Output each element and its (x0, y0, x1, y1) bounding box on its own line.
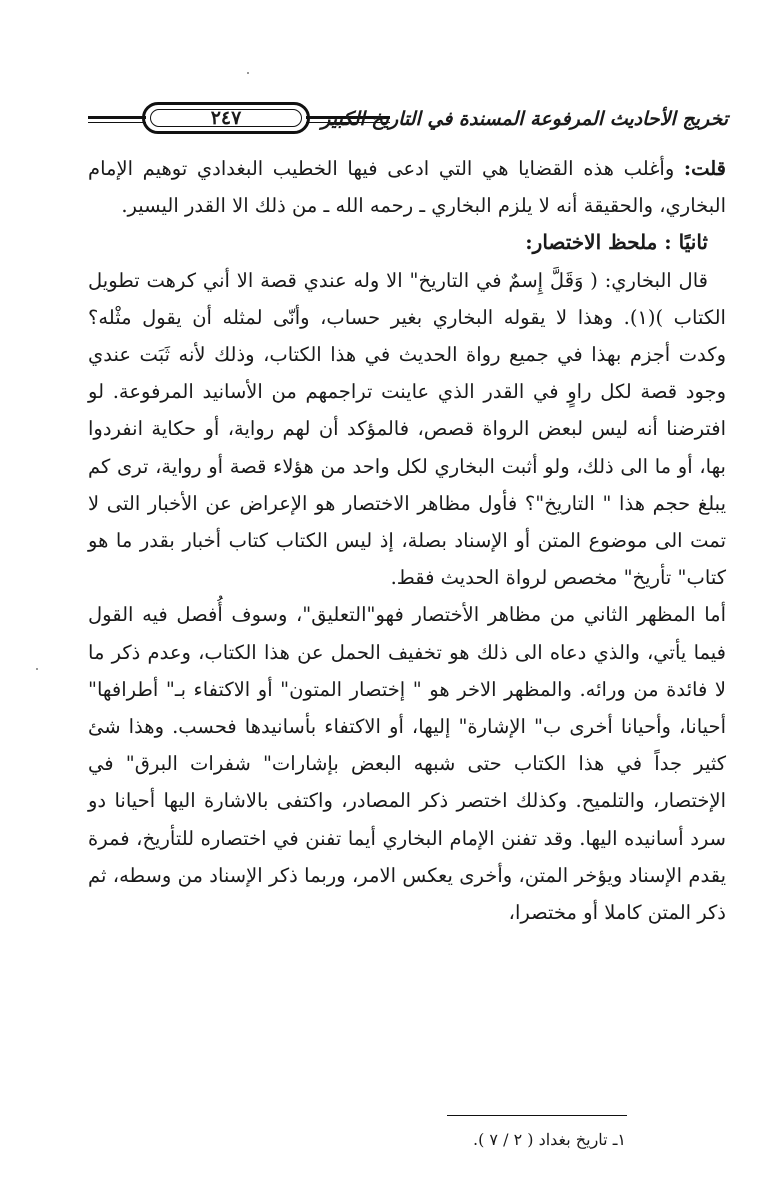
running-title: تخريج الأحاديث المرفوعة المسندة في التاريخ الكبير (321, 108, 728, 130)
body-text (88, 150, 726, 931)
section-heading: ثانيًا : ملحظ الاختصار: (525, 230, 708, 255)
paragraph-1-text: وأغلب هذه القضايا هي التي ادعى فيها الخطيب البغدادي توهيم الإمام البخاري، والحقيقة أنه لا يلزم البخاري ـ رحمه الله ـ من ذلك الا القدر اليسير. (88, 157, 726, 218)
page-number-frame (142, 102, 310, 134)
footnote-separator (447, 1115, 627, 1116)
paragraph-lead: قلت: (683, 157, 726, 180)
scan-speck (247, 72, 249, 74)
paragraph-3: أما المظهر الثاني من مظاهر الأختصار فهو"التعليق"، وسوف أُفصل فيه القول فيما يأتي، والذي دعاه الى ذلك هو تخفيف الحمل عن هذا الكتاب، وعدم ذكر ما لا فائدة من ورائه. والمظهر الاخر هو " إختصار المتون" أو الاكتفاء بـ" أطرافها" أحيانا، وأحيانا أخرى ب" الإشارة" إليها، أو الاكتفاء بأسانيدها فحسب. وهذا شئ كثير جداً في هذا الكتاب حتى شبهه البعض بإشارات" شفرات البرق" في الإختصار، والتلميح. وكذلك اختصر ذكر المصادر، واكتفى بالاشارة اليها أحيانا دو سرد أسانيده اليها. وقد تفنن الإمام البخاري أيما تفنن في اختصاره للتأريخ، فمرة يقدم الإسناد ويؤخر المتن، وأخرى يعكس الامر، وربما ذكر الإسناد من وسطه، ثم ذكر المتن كاملا أو مختصرا، (88, 603, 726, 925)
paragraph-1 (88, 150, 726, 224)
page-header (88, 100, 728, 144)
header-rule-left (88, 116, 146, 123)
scan-speck (36, 668, 38, 670)
paragraph-2: قال البخاري: ( وَقَلَّ إِسمٌ في التاريخ" الا وله عندي قصة الا أني كرهت تطويل الكتاب )(١). وهذا لا يقوله البخاري بغير حساب، وأنّى لمثله أن يقول مثْله؟ وكدت أجزم بهذا في جميع رواة الحديث في هذا الكتاب، وذلك لأنه ثَبَت عندي وجود قصة لكل راوٍ في القدر الذي عاينت تراجمهم من الأسانيد المرفوعة. لو افترضنا أنه ليس لبعض الرواة قصص، فالمؤكد أن لهم رواية، أو حكاية انفردوا بها، أو ما الى ذلك، ولو أثبت البخاري لكل واحد من هؤلاء قصة أو رواية، ترى كم يبلغ حجم هذا " التاريخ"؟ فأول مظاهر الاختصار هو الإعراض عن الأخبار التى لا تمت الى موضوع المتن أو الإسناد بصلة، إذ ليس الكتاب كتاب أخبار بقدر ما هو كتاب" تأريخ" مخصص لرواة الحديث فقط. (88, 268, 726, 590)
page-number: ٢٤٧ (150, 109, 302, 127)
footnote: ١ـ تاريخ بغداد ( ٢ / ٧ ). (472, 1130, 626, 1149)
